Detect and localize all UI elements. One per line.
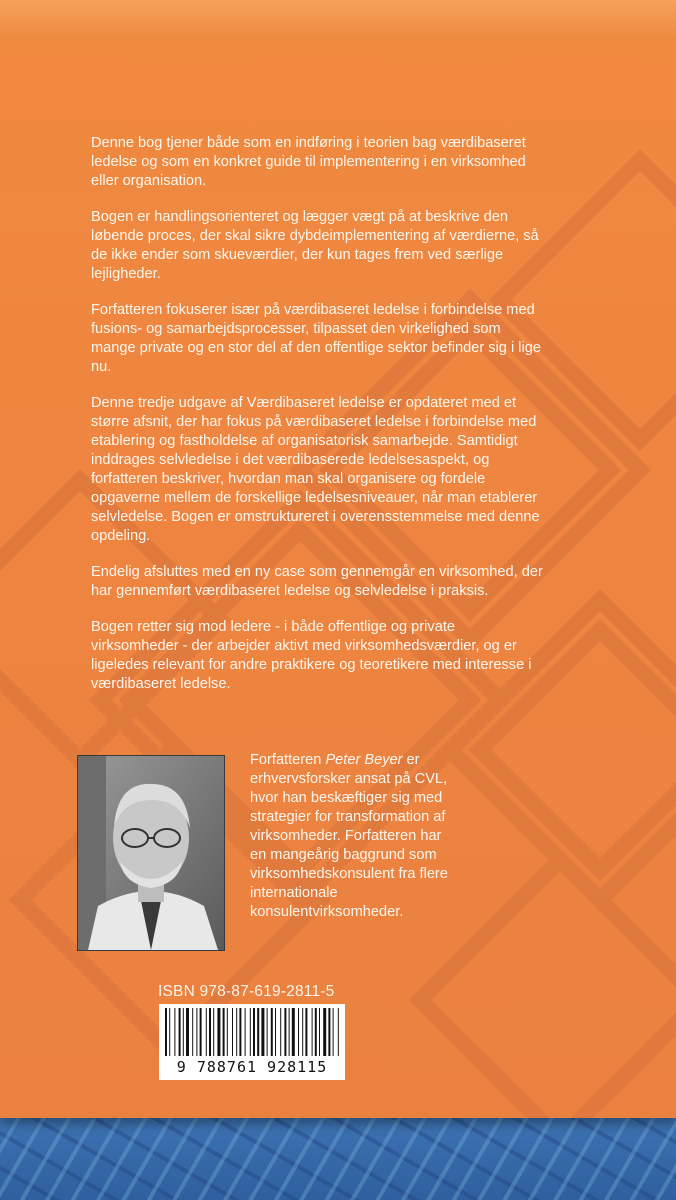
- barcode-bar: [333, 1008, 334, 1056]
- barcode-bar: [305, 1008, 307, 1056]
- barcode-bar: [280, 1008, 281, 1056]
- barcode-bar: [209, 1008, 211, 1056]
- blurb-paragraph-5: Endelig afsluttes med en ny case som gennemgår en virksomhed, der har gennemført værdibaseret ledelse og selvledelse i praksis.: [91, 564, 543, 599]
- barcode-bar: [186, 1008, 189, 1056]
- barcode-bar: [174, 1008, 175, 1056]
- blurb-paragraph-4: Denne tredje udgave af Værdibaseret ledelse er opdateret med et større afsnit, der har fokus på værdibaseret ledelse i forbindelse med etablering og fastholdelse af organisatorisk samarbejde. Samtidigt inddrages selvledelse i det værdibaserede ledelsesaspekt, og forfatteren beskriver, hvordan man skal organisere og fordele opgaverne mellem de forskellige ledelsesniveauer, når man etablerer selvledelse. Bogen er omstruktureret i overensstemmelse med denne opdeling.: [91, 395, 540, 544]
- blurb-paragraph-1: Denne bog tjener både som en indføring i teorien bag værdibaseret ledelse og som en konkret guide til implementering i en virksomhed eller organisation.: [91, 135, 526, 189]
- author-portrait-image: [78, 756, 224, 950]
- barcode-bars: [159, 1004, 345, 1056]
- barcode-bar: [245, 1008, 246, 1056]
- barcode-bar: [253, 1008, 255, 1056]
- barcode-bar: [275, 1008, 276, 1056]
- barcode-bar: [250, 1008, 251, 1056]
- barcode-bar: [284, 1008, 286, 1056]
- barcode-bar: [271, 1008, 273, 1056]
- barcode-bar: [165, 1008, 167, 1056]
- blurb-text: [91, 134, 543, 711]
- barcode-bar: [312, 1008, 313, 1056]
- barcode-bar: [192, 1008, 193, 1056]
- author-bio: [250, 751, 460, 922]
- barcode-bar: [196, 1008, 197, 1056]
- barcode-bar: [315, 1008, 317, 1056]
- barcode-bar: [183, 1008, 184, 1056]
- barcode-bar: [169, 1008, 170, 1056]
- barcode-bar: [298, 1008, 299, 1056]
- barcode-bar: [239, 1008, 241, 1056]
- barcode-bar: [302, 1008, 303, 1056]
- barcode-bar: [319, 1008, 320, 1056]
- barcode-bar: [267, 1008, 268, 1056]
- barcode-bar: [223, 1008, 225, 1056]
- barcode-bar: [232, 1008, 233, 1056]
- barcode-bar: [292, 1008, 295, 1056]
- fabric-background: [0, 1110, 676, 1200]
- blurb-paragraph-6: Bogen retter sig mod ledere - i både offentlige og private virksomheder - der arbejder aktivt med virksomhedsværdier, og er ligeledes relevant for andre praktikere og teoretikere med interesse i værdibaseret ledelse.: [91, 619, 532, 692]
- barcode-bar: [227, 1008, 228, 1056]
- author-bio-prefix: Forfatteren: [250, 752, 326, 768]
- barcode-bar: [200, 1008, 202, 1056]
- blurb-paragraph-3: Forfatteren fokuserer især på værdibaseret ledelse i forbindelse med fusions- og samarbejdsprocesser, tilpasset den virkelighed som mange private og en stor del af den offentlige sektor befinder sig i lige nu.: [91, 302, 541, 375]
- isbn-label: ISBN 978-87-619-2811-5: [158, 983, 335, 1000]
- barcode-bar: [338, 1008, 339, 1056]
- author-bio-text: er erhvervsforsker ansat på CVL, hvor han beskæftiger sig med strategier for transformation af virksomheder. Forfatteren har en mangeårig baggrund som virksomhedskonsulent fra flere internationale konsulentvirksomheder.: [250, 752, 448, 920]
- barcode-bar: [257, 1008, 259, 1056]
- barcode-bar: [236, 1008, 237, 1056]
- author-name: Peter Beyer: [325, 752, 403, 768]
- author-photo: [77, 755, 225, 951]
- barcode-bar: [323, 1008, 326, 1056]
- barcode-bar: [261, 1008, 264, 1056]
- barcode-bar: [217, 1008, 220, 1056]
- barcode-bar: [179, 1008, 181, 1056]
- barcode-bar: [289, 1008, 290, 1056]
- barcode-bar: [206, 1008, 207, 1056]
- barcode-bar: [328, 1008, 330, 1056]
- blurb-paragraph-2: Bogen er handlingsorienteret og lægger vægt på at beskrive den løbende proces, der skal sikre dybdeimplementering af værdierne, så de ikke ender som skueværdier, der kun tages frem ved særlige lejligheder.: [91, 209, 539, 282]
- barcode-digits: 9 788761 928115: [176, 1058, 328, 1076]
- barcode-bar: [213, 1008, 214, 1056]
